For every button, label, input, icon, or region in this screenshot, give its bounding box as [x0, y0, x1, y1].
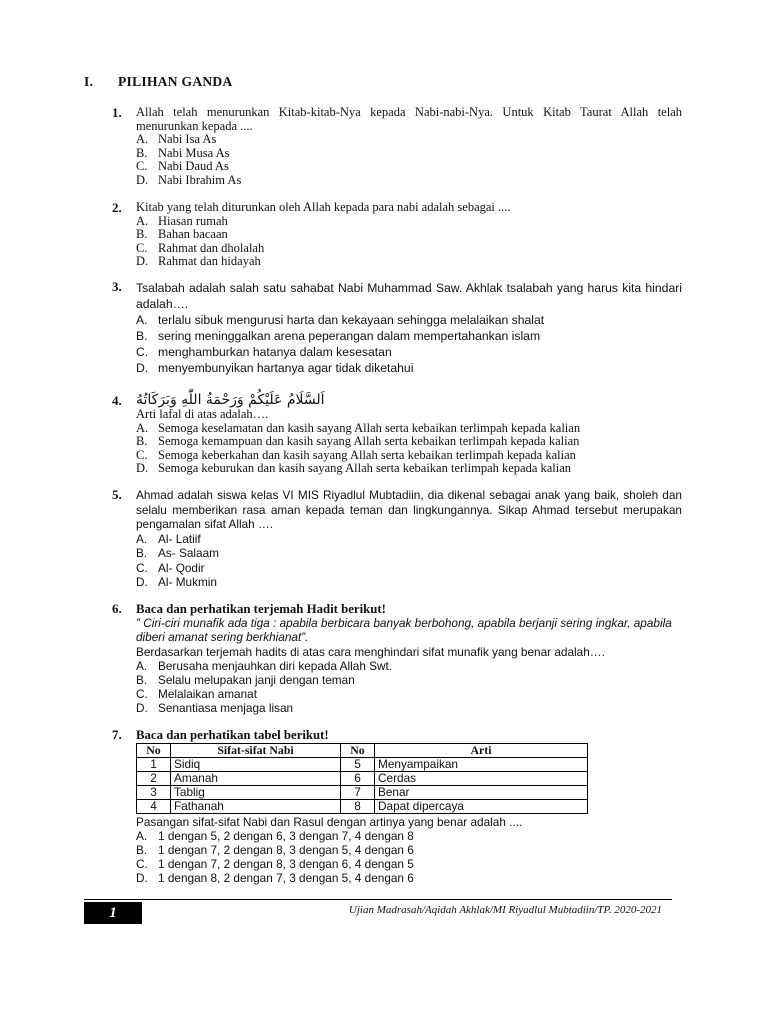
- table-header-row: [137, 744, 588, 758]
- option-a: A. 1 dengan 5, 2 dengan 6, 3 dengan 7, 4 dengan 8: [136, 829, 414, 843]
- question-number: 5.: [112, 487, 122, 502]
- question-stem: Kitab yang telah diturunkan oleh Allah kepada para nabi adalah sebagai ....: [136, 200, 511, 214]
- arabic-greeting: اَلسَّلَامُ عَلَيْكُمْ وَرَحْمَةُ اللّٰهِ وَبَرَكَاتُهُ: [136, 392, 325, 408]
- option-b: B. sering meninggalkan arena peperangan dalam mempertahankan islam: [136, 329, 541, 343]
- table-cell: 4: [137, 800, 171, 814]
- option-b: B. As- Salaam: [136, 546, 219, 560]
- question-number: 2.: [112, 200, 122, 215]
- option-c: C. Rahmat dan dholalah: [136, 240, 265, 255]
- question-4: [112, 392, 682, 476]
- question-stem: Arti lafal di atas adalah….: [136, 407, 269, 421]
- table-cell: 1: [137, 758, 171, 772]
- footer-caption: Ujian Madrasah/Aqidah Akhlak/MI Riyadlul Mubtadiin/TP. 2020-2021: [348, 904, 662, 916]
- question-title: Baca dan perhatikan terjemah Hadit berikut!: [136, 602, 386, 616]
- table-cell: 3: [137, 786, 171, 800]
- option-d: D. Nabi Ibrahim As: [136, 172, 242, 187]
- option-d: D. Semoga keburukan dan kasih sayang Allah serta kebaikan terlimpah kepada kalian: [136, 461, 572, 475]
- option-a: A. Nabi Isa As: [136, 132, 217, 146]
- question-stem: Ahmad adalah siswa kelas VI MIS Riyadlul Mubtadiin, dia dikenal sebagai anak yang baik, sholeh dan selalu memberikan rasa aman kepada teman dan lingkungannya. Sikap Ahmad tersebut merupakan pengamalan sifat Allah ….: [136, 488, 682, 531]
- table-cell: Tablig: [171, 786, 341, 800]
- table-header: No: [341, 744, 375, 758]
- question-number: 3.: [112, 279, 122, 294]
- question-7: [112, 728, 682, 885]
- option-b: B. Semoga kemampuan dan kasih sayang Allah serta kebaikan terlimpah kepada kalian: [136, 434, 580, 448]
- table-cell: 2: [137, 772, 171, 786]
- option-a: A. Al- Latiif: [136, 531, 201, 546]
- option-d: D. 1 dengan 8, 2 dengan 7, 3 dengan 5, 4 dengan 6: [136, 871, 414, 885]
- table-cell: Amanah: [171, 772, 341, 786]
- question-number: 7.: [112, 727, 122, 742]
- question-title: Baca dan perhatikan tabel berikut!: [136, 728, 329, 742]
- option-c: C. Melalaikan amanat: [136, 687, 258, 702]
- option-d: D. menyembunyikan hartanya agar tidak diketahui: [136, 361, 414, 375]
- option-d: D. Senantiasa menjaga lisan: [136, 701, 294, 716]
- table-row: [137, 772, 588, 786]
- sifat-nabi-table: [136, 743, 588, 814]
- table-cell: 8: [341, 800, 375, 814]
- table-cell: Fathanah: [171, 800, 341, 814]
- table-row: [137, 758, 588, 772]
- question-3: [112, 280, 682, 376]
- table-header: No: [137, 744, 171, 758]
- question-stem: Pasangan sifat-sifat Nabi dan Rasul dengan artinya yang benar adalah ....: [136, 815, 523, 829]
- question-number: 6.: [112, 601, 122, 616]
- option-a: A. terlalu sibuk mengurusi harta dan kekayaan sehingga melalaikan shalat: [136, 313, 545, 327]
- question-2: [112, 201, 682, 269]
- option-c: C. Nabi Daud As: [136, 159, 229, 173]
- option-b: B. Nabi Musa As: [136, 145, 230, 160]
- option-b: B. Selalu melupakan janji dengan teman: [136, 673, 355, 688]
- hadith-quote: ” Ciri-ciri munafik ada tiga : apabila berbicara banyak berbohong, apabila berjanji sering ingkar, apabila diberi amanat sering berkhianat”.: [136, 616, 672, 645]
- section-title: PILIHAN GANDA: [118, 74, 233, 89]
- option-b: B. Bahan bacaan: [136, 227, 228, 241]
- option-c: C. Al- Qodir: [136, 560, 205, 575]
- section-heading: [84, 74, 233, 90]
- option-b: B. 1 dengan 7, 2 dengan 8, 3 dengan 5, 4 dengan 6: [136, 843, 414, 857]
- question-stem: Berdasarkan terjemah hadits di atas cara menghindari sifat munafik yang benar adalah….: [136, 644, 605, 659]
- option-c: C. Semoga keberkahan dan kasih sayang Allah serta kebaikan terlimpah kepada kalian: [136, 447, 576, 462]
- option-d: D. Al- Mukmin: [136, 575, 217, 589]
- table-cell: Benar: [375, 786, 588, 800]
- question-stem: Tsalabah adalah salah satu sahabat Nabi Muhammad Saw. Akhlak tsalabah yang harus kita hindari adalah….: [136, 281, 682, 311]
- option-a: A. Berusaha menjauhkan diri kepada Allah Swt.: [136, 658, 393, 673]
- table-cell: Dapat dipercaya: [375, 800, 588, 814]
- footer-divider: [84, 899, 672, 900]
- option-c: C. menghamburkan hatanya dalam kesesatan: [136, 345, 392, 359]
- question-6: [112, 602, 682, 716]
- question-5: [112, 488, 682, 590]
- table-cell: 6: [341, 772, 375, 786]
- table-cell: Sidiq: [171, 758, 341, 772]
- option-d: D. Rahmat dan hidayah: [136, 254, 261, 268]
- table-cell: Cerdas: [375, 772, 588, 786]
- question-number: 4.: [112, 393, 122, 408]
- option-a: A. Semoga keselamatan dan kasih sayang Allah serta kebaikan terlimpah kepada kalian: [136, 420, 581, 435]
- page-number: 1: [84, 902, 142, 924]
- table-row: [137, 800, 588, 814]
- question-stem: Allah telah menurunkan Kitab-kitab-Nya kepada Nabi-nabi-Nya. Untuk Kitab Taurat Allah telah menurunkan kepada ....: [136, 105, 682, 133]
- table-cell: Menyampaikan: [375, 758, 588, 772]
- option-a: A. Hiasan rumah: [136, 213, 228, 228]
- table-header: Sifat-sifat Nabi: [171, 744, 341, 758]
- table-row: [137, 786, 588, 800]
- option-c: C. 1 dengan 7, 2 dengan 8, 3 dengan 6, 4 dengan 5: [136, 857, 414, 871]
- question-1: [112, 106, 682, 187]
- question-number: 1.: [112, 105, 122, 120]
- table-cell: 7: [341, 786, 375, 800]
- table-header: Arti: [375, 744, 588, 758]
- section-number: I.: [84, 74, 94, 89]
- table-cell: 5: [341, 758, 375, 772]
